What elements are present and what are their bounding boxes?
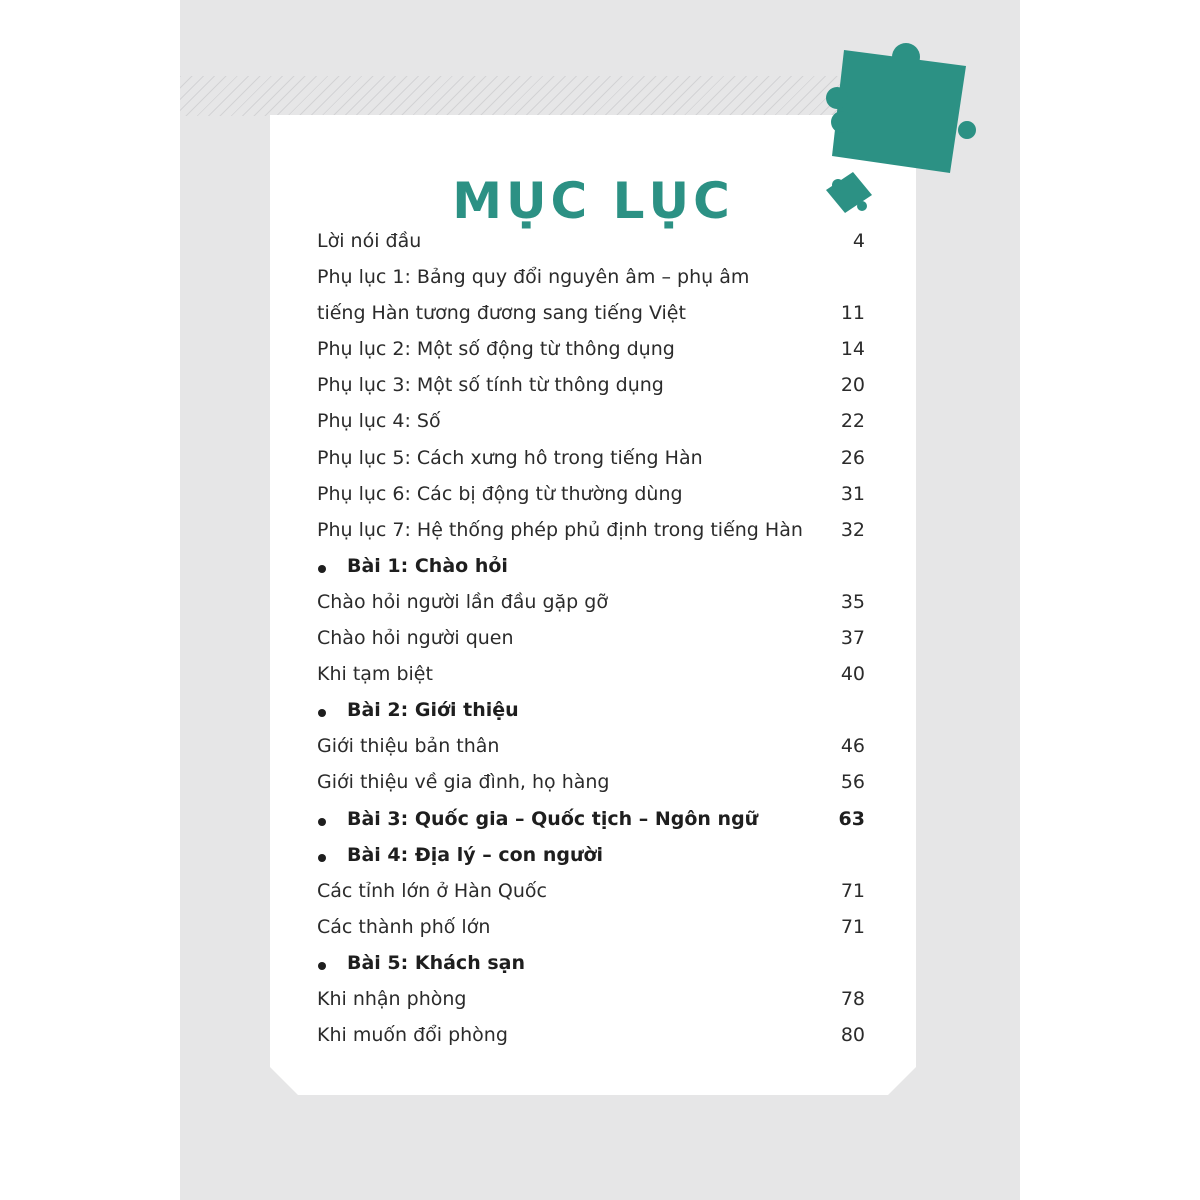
bullet-icon	[318, 565, 326, 573]
toc-entry-label: Phụ lục 2: Một số động từ thông dụng	[317, 338, 675, 361]
bullet-icon	[318, 709, 326, 717]
toc-entry-label: Giới thiệu bản thân	[317, 735, 500, 758]
bullet-icon	[318, 854, 326, 862]
toc-entry	[317, 477, 877, 513]
toc-entry	[317, 765, 877, 801]
toc-page-number: 71	[840, 879, 865, 902]
toc-page-number: 26	[840, 446, 865, 469]
toc-entry	[317, 260, 877, 296]
toc-entry	[317, 224, 877, 260]
toc-entry	[317, 332, 877, 368]
toc-entry	[317, 657, 877, 693]
toc-page-number: 14	[840, 338, 865, 361]
toc-page-number: 56	[840, 771, 865, 794]
bullet-icon	[318, 818, 326, 826]
toc-entry-label: Bài 3: Quốc gia – Quốc tịch – Ngôn ngữ	[347, 807, 759, 830]
bullet-icon	[318, 962, 326, 970]
toc-entry-label: Khi tạm biệt	[317, 663, 433, 686]
toc-page-number: 40	[840, 663, 865, 686]
toc-entry	[317, 874, 877, 910]
toc-entry-label: Khi nhận phòng	[317, 987, 467, 1010]
toc-entry	[317, 910, 877, 946]
toc-entry	[317, 368, 877, 404]
toc-page-number: 37	[840, 627, 865, 650]
toc-entry	[317, 621, 877, 657]
toc-entry-label: Phụ lục 5: Cách xưng hô trong tiếng Hàn	[317, 446, 703, 469]
toc-page-number: 46	[840, 735, 865, 758]
toc-page-number: 35	[840, 590, 865, 613]
toc-entry	[317, 513, 877, 549]
toc-section-heading	[317, 693, 877, 729]
toc-entry-label: Chào hỏi người lần đầu gặp gỡ	[317, 590, 608, 613]
toc-page-number: 80	[840, 1024, 865, 1047]
hatch-stripe-decoration	[180, 76, 880, 116]
toc-entry-label: Các tỉnh lớn ở Hàn Quốc	[317, 879, 547, 902]
toc-entry	[317, 296, 877, 332]
table-of-contents	[317, 224, 877, 1054]
toc-entry-label: Các thành phố lớn	[317, 915, 491, 938]
toc-entry-label: Bài 2: Giới thiệu	[347, 699, 519, 722]
toc-page-number: 11	[840, 302, 865, 325]
toc-page-number: 71	[840, 915, 865, 938]
toc-entry-label: Chào hỏi người quen	[317, 627, 514, 650]
toc-section-heading	[317, 549, 877, 585]
toc-section-heading	[317, 802, 877, 838]
toc-entry	[317, 585, 877, 621]
toc-section-heading	[317, 946, 877, 982]
toc-entry-label: Bài 1: Chào hỏi	[347, 554, 508, 577]
toc-page-number: 78	[840, 987, 865, 1010]
toc-entry	[317, 982, 877, 1018]
toc-page-number: 63	[838, 807, 865, 830]
toc-entry-label: Phụ lục 7: Hệ thống phép phủ định trong tiếng Hàn	[317, 518, 803, 541]
toc-entry-label: Lời nói đầu	[317, 230, 422, 252]
toc-page-number: 4	[852, 230, 865, 252]
toc-entry-label: Khi muốn đổi phòng	[317, 1024, 508, 1047]
toc-entry-label: Phụ lục 3: Một số tính từ thông dụng	[317, 374, 664, 397]
toc-section-heading	[317, 838, 877, 874]
toc-entry	[317, 1018, 877, 1054]
toc-page-number: 22	[840, 410, 865, 433]
toc-entry-label: Phụ lục 4: Số	[317, 410, 441, 433]
toc-entry-label: Giới thiệu về gia đình, họ hàng	[317, 771, 610, 794]
toc-page-number: 31	[840, 482, 865, 505]
page-title: MỤC LỤC	[452, 172, 734, 230]
toc-page-number: 20	[840, 374, 865, 397]
toc-page-number: 32	[840, 518, 865, 541]
toc-entry	[317, 441, 877, 477]
toc-entry	[317, 404, 877, 440]
toc-entry-label: Bài 4: Địa lý – con người	[347, 843, 604, 866]
toc-entry-label: Phụ lục 1: Bảng quy đổi nguyên âm – phụ âm	[317, 266, 750, 289]
toc-entry-label: Phụ lục 6: Các bị động từ thường dùng	[317, 482, 683, 505]
toc-entry-label: tiếng Hàn tương đương sang tiếng Việt	[317, 302, 686, 325]
toc-entry	[317, 729, 877, 765]
toc-entry-label: Bài 5: Khách sạn	[347, 951, 525, 974]
